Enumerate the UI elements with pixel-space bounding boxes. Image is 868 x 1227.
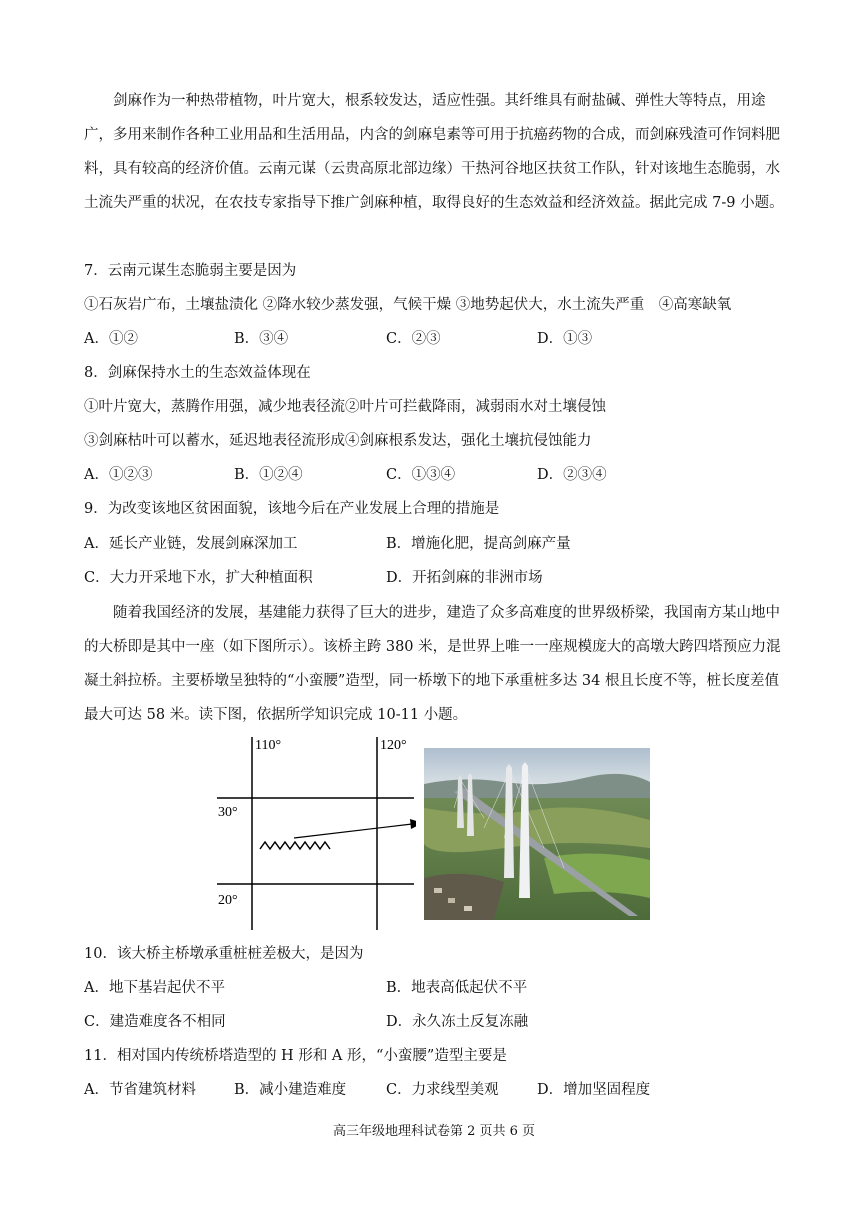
q10-option-d: D．永久冻土反复冻融 <box>386 1014 529 1030</box>
q11-option-d: D．增加坚固程度 <box>537 1082 651 1098</box>
q8-statement-2: ③剑麻枯叶可以蓄水，延迟地表径流形成④剑麻根系发达，强化土壤抗侵蚀能力 <box>84 433 592 449</box>
q10-option-c: C．建造难度各不相同 <box>84 1014 226 1030</box>
q8-option-a: A．①②③ <box>84 467 153 483</box>
mountain-symbol <box>260 842 330 849</box>
q11-option-c: C．力求线型美观 <box>386 1082 499 1098</box>
page-footer: 高三年级地理科试卷第 2 页共 6 页 <box>332 1124 536 1139</box>
q7-option-c: C．②③ <box>386 331 441 347</box>
q11-stem: 11．相对国内传统桥塔造型的 H 形和 A 形，“小蛮腰”造型主要是 <box>84 1048 507 1064</box>
lon-label-110: 110° <box>255 738 282 753</box>
q7-option-b: B．③④ <box>234 331 289 347</box>
q8-stem: 8．剑麻保持水土的生态效益体现在 <box>84 365 311 381</box>
arrow-head <box>410 819 416 829</box>
q10-option-b: B．地表高低起伏不平 <box>386 980 528 996</box>
bridge-photo <box>424 748 650 920</box>
q7-option-a: A．①② <box>84 331 138 347</box>
q9-option-a: A．延长产业链，发展剑麻深加工 <box>84 536 298 552</box>
q10-stem: 10．该大桥主桥墩承重桩桩差极大，是因为 <box>84 946 364 962</box>
q11-option-a: A．节省建筑材料 <box>84 1082 196 1098</box>
q9-stem: 9．为改变该地区贫困面貌，该地今后在产业发展上合理的措施是 <box>84 501 500 517</box>
q9-option-c: C．大力开采地下水，扩大种植面积 <box>84 570 313 586</box>
passage-bridge: 随着我国经济的发展，基建能力获得了巨大的进步，建造了众多高难度的世界级桥梁，我国南方某山地中的大桥即是其中一座（如下图所示）。该桥主跨 380 米，是世界上唯一一座规模庞大的高墩大跨四塔预应力混凝土斜拉桥。主要桥墩呈独特的“小蛮腰”造型，同一桥墩下的地下承重桩多达 34 根且长度不等，桩长度差值最大可达 58 米。读下图，依据所学知识完成 10-11 小题。 <box>84 605 781 723</box>
q8-option-c: C．①③④ <box>386 467 456 483</box>
q7-stem: 7．云南元谋生态脆弱主要是因为 <box>84 263 297 279</box>
pointer-arrow <box>294 824 412 838</box>
location-map <box>212 732 416 932</box>
lat-label-20: 20° <box>218 893 238 908</box>
q8-option-b: B．①②④ <box>234 467 303 483</box>
q7-statements: ①石灰岩广布，土壤盐渍化 ②降水较少蒸发强，气候干燥 ③地势起伏大，水土流失严重 ④高寒缺氧 <box>84 297 732 313</box>
q9-option-d: D．开拓剑麻的非洲市场 <box>386 570 543 586</box>
lon-label-120: 120° <box>380 738 407 753</box>
q10-option-a: A．地下基岩起伏不平 <box>84 980 225 996</box>
q9-option-b: B．增施化肥，提高剑麻产量 <box>386 536 571 552</box>
q8-option-d: D．②③④ <box>537 467 607 483</box>
q8-statement-1: ①叶片宽大，蒸腾作用强，减少地表径流②叶片可拦截降雨，减弱雨水对土壤侵蚀 <box>84 399 606 415</box>
lat-label-30: 30° <box>218 805 238 820</box>
passage-jianma: 剑麻作为一种热带植物，叶片宽大，根系较发达，适应性强。其纤维具有耐盐碱、弹性大等特点，用途广，多用来制作各种工业用品和生活用品，内含的剑麻皂素等可用于抗癌药物的合成，而剑麻残渣可作饲料肥料，具有较高的经济价值。云南元谋（云贵高原北部边缘）干热河谷地区扶贫工作队，针对该地生态脆弱，水土流失严重的状况，在农技专家指导下推广剑麻种植，取得良好的生态效益和经济效益。据此完成 7-9 小题。 <box>84 93 784 211</box>
q7-option-d: D．①③ <box>537 331 593 347</box>
q11-option-b: B．减小建造难度 <box>234 1082 347 1098</box>
